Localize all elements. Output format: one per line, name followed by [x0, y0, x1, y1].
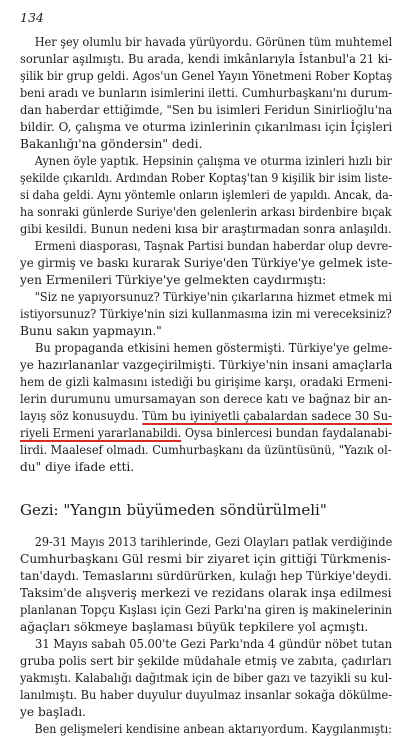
- text-line: gibi kesildi. Bunun nedeni kısa bir araştırmadan sonra anlaşıldı.: [20, 222, 392, 236]
- text-line: ye girmiş ve baskı kurarak Suriye'den Türkiye'ye gelmek iste-: [20, 256, 393, 270]
- text-line: Her şey olumlu bir havada yürüyordu. Görünen tüm muhtemel: [34, 35, 393, 49]
- paragraph-7: [20, 721, 392, 738]
- text-line: 29-31 Mayıs 2013 tarihlerinde, Gezi Olayları patlak verdiğinde: [34, 535, 393, 549]
- highlighted-text: riyeli Ermeni yararlanabildi.: [20, 426, 182, 440]
- quote-line: Bunu sakın yapmayın.": [20, 324, 162, 338]
- text-line: Ben gelişmeleri kendisine anbean aktarıyordum. Kaygılanmıştı:: [34, 722, 392, 736]
- text-line: beni aradı ve bunların isimlerini iletti. Cumhurbaşkanı'nı durum-: [20, 86, 393, 100]
- text-line: Cumhurbaşkanı Gül resmi bir ziyaret için gittiği Türkmenis-: [20, 552, 391, 566]
- quote-block: [20, 289, 392, 340]
- text-line: ha sonraki günlerde Suriye'den gelenlerin arkası birdenbire bıçak: [20, 205, 392, 219]
- text-span: layış söz konusuydu.: [20, 409, 143, 423]
- text-line: planlanan Topçu Kışlası için Gezi Parkı'na giren iş makinelerinin: [20, 603, 393, 617]
- text-line: lanılmıştı. Bu haber duyulur duyulmaz insanlar sokağa dökülme-: [20, 688, 393, 702]
- text-line: şekilde çıkarıldı. Ardından Rober Koptaş'tan 9 kişilik bir isim liste-: [20, 171, 393, 185]
- text-line: lirdi. Maalesef olmadı. Cumhurbaşkanı da üzüntüsünü, "Yazık ol-: [20, 443, 392, 457]
- paragraph-6: [20, 636, 392, 721]
- text-line: 31 Mayıs sabah 05.00'te Gezi Parkı'nda 4 gündür nöbet tutan: [35, 637, 393, 651]
- section-gap: [20, 476, 392, 490]
- page-number: 134: [20, 10, 44, 25]
- text-line: tan'daydı. Temaslarını sürdürürken, kulağı hep Türkiye'deydi.: [20, 569, 392, 583]
- body-text: [20, 34, 392, 738]
- text-line: si daha geldi. Aynı yöntemle onların işlemleri de yapıldı. Ancak, da-: [20, 188, 393, 202]
- text-line: ağaçları sökmeye başlaması büyük tepkilere yol açmıştı.: [20, 620, 369, 634]
- text-line: hem de gizli kalmasını istediği bu girişime karşı, oradaki Ermeni-: [20, 375, 393, 389]
- paragraph-1: [20, 34, 392, 153]
- paragraph-4: [20, 340, 392, 476]
- highlighted-text: Tüm bu iyiniyetli çabalardan sadece 30 Su-: [142, 409, 392, 423]
- text-line: dan haberdar ettiğimde, "Sen bu isimleri Feridun Sinirlioğlu'na: [20, 103, 393, 117]
- text-line-highlighted: [20, 408, 392, 425]
- text-line: yen Ermenileri Türkiye'ye gelmekten caydırmıştı:: [20, 273, 327, 287]
- text-line: lerin durumunu umursamayan son derece katı ve bağnaz bir an-: [20, 392, 392, 406]
- text-line: Bu propaganda etkisini hemen göstermişti. Türkiye'ye gelme-: [34, 341, 393, 355]
- text-line: sorunlar aşılmıştı. Bu arada, kendi imkânlarıyla İstanbul'a 21 ki-: [20, 52, 393, 66]
- text-line: yakmıştı. Kalabalığı dağıtmak için de biber gazı ve tazyikli su kul-: [20, 671, 393, 685]
- text-line: ye başladı.: [20, 705, 87, 719]
- text-span: Oysa binlercesi bundan faydalanabi-: [181, 426, 392, 440]
- text-line: şilik bir grup geldi. Agos'un Genel Yayın Yönetmeni Rober Koptaş: [20, 69, 393, 83]
- paragraph-5: [20, 534, 392, 636]
- paragraph-2: [20, 153, 392, 238]
- text-line: ye hazırlananlar vazgeçirilmişti. Türkiye'nin insani amaçlarla: [20, 358, 393, 372]
- quote-line: istiyorsunuz? Türkiye'nin sizi kullanmasına izin mi vereceksiniz?: [20, 307, 392, 321]
- text-line: Aynen öyle yaptık. Hepsinin çalışma ve oturma izinleri hızlı bir: [34, 154, 392, 168]
- text-line-highlighted: [20, 425, 392, 442]
- quote-line: "Siz ne yapıyorsunuz? Türkiye'nin çıkarlarına hizmet etmek mi: [34, 290, 393, 304]
- text-line: gruba polis sert bir şekilde müdahale etmiş ve zabıta, çadırları: [20, 654, 392, 668]
- paragraph-3: [20, 238, 392, 289]
- text-line: bildir. O, çalışma ve oturma izinlerinin çıkarılması için İçişleri: [20, 120, 393, 134]
- section-heading: Gezi: "Yangın büyümeden söndürülmeli": [20, 501, 327, 519]
- text-line: Taksim'de alışveriş merkezi ve rezidans olarak inşa edilmesi: [20, 586, 392, 600]
- text-line: Bakanlığı'na göndersin" dedi.: [20, 137, 203, 151]
- text-line: du" diye ifade etti.: [20, 460, 135, 474]
- text-line: Ermeni diasporası, Taşnak Partisi bundan haberdar olup devre-: [34, 239, 392, 253]
